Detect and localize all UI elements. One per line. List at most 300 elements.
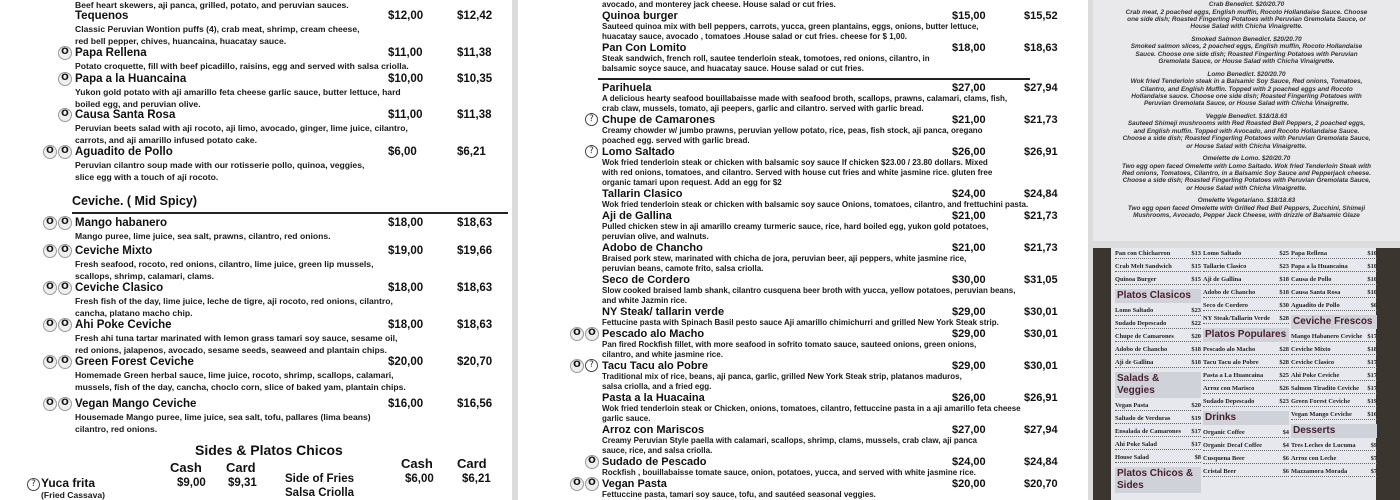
item-description: Pulled chicken stew in aji amarillo creamy turmeric sauce, rice, hard boiled egg, yukon gold potatoes, <box>602 222 989 231</box>
photo-item-price: $30 <box>1279 302 1289 309</box>
dietary-seal-icon: O <box>58 355 72 369</box>
card-header: Card <box>457 456 487 471</box>
item-name: Pescado alo Macho <box>602 328 705 340</box>
side-subtitle: (Fried Cassava) <box>41 490 106 500</box>
photo-item-price: $17 <box>1191 441 1201 448</box>
item-name: Tallarin Clasico <box>602 188 683 200</box>
card-price: $18,63 <box>457 319 493 331</box>
item-description: Creamy Peruvian Style paella with calamari, scallops, shrimp, clams, mussels, crab claw, aji panca <box>602 436 977 445</box>
photo-item-name: Vegan Mango Ceviche <box>1291 411 1352 418</box>
photo-item-price: $23 <box>1279 398 1289 405</box>
item-name: Papa Rellena <box>75 47 147 59</box>
photo-item-price: $7 <box>1370 455 1377 462</box>
item-description: Fettuccine pasta, tamari soy sauce, tofu, and sautéed seasonal veggies. <box>602 490 876 499</box>
item-name: Causa Santa Rosa <box>75 109 176 121</box>
card-price: $24,84 <box>1024 456 1058 468</box>
photo-item-price: $17 <box>1367 333 1377 340</box>
card-price: $20,70 <box>457 356 493 368</box>
photo-menu-item <box>1291 346 1377 355</box>
cash-price: $11,00 <box>388 47 423 59</box>
question-icon: ? <box>585 113 598 126</box>
cash-price: $26,00 <box>952 392 986 404</box>
photo-item-price: $10 <box>1367 250 1377 257</box>
brunch-item-description: or House Salad with Chicha Vinaigrette. <box>1186 184 1307 192</box>
photo-item-name: Papa Rellena <box>1291 250 1328 257</box>
cash-price: $9,00 <box>177 477 206 489</box>
photo-menu-item <box>1291 359 1377 368</box>
card-price: $11,38 <box>457 47 492 59</box>
item-description: Homemade Green herbal sauce, lime juice, rocoto, shrimp, scallops, calamari, <box>75 370 394 380</box>
dietary-seal-icon: O <box>43 145 57 159</box>
item-description: boiled egg, and peruvian olive. <box>75 99 201 109</box>
item-description: Sauteed quinoa mix with bell peppers, carrots, yucca, green plantains, eggs, onions, butter lettuce, <box>602 22 979 31</box>
photo-item-name: Tres Leches de Lucuma <box>1291 442 1356 449</box>
brunch-item-title: Omelette de Lomo. $20/20.70 <box>1202 155 1291 162</box>
dietary-seal-icon: O <box>43 397 57 411</box>
item-name: Ceviche Clasico <box>75 282 164 294</box>
brunch-item-title: Crab Benedict. $20/20.70 <box>1208 1 1285 8</box>
cash-price: $29,00 <box>952 328 986 340</box>
item-name: Adobo de Chancho <box>602 242 703 254</box>
section-divider <box>598 78 1030 80</box>
side-name: Yuca frita <box>41 476 96 490</box>
cash-header: Cash <box>401 456 433 471</box>
brunch-item-description: Two egg open faced Omelette with Grilled Red Bell Peppers, Zucchini, Shimeji <box>1127 204 1366 212</box>
sides-heading: Sides & Platos Chicos <box>195 442 343 458</box>
dietary-seal-icon: O <box>43 281 57 295</box>
photo-item-name: NY Steak/Tallarin Verde <box>1203 315 1270 322</box>
dietary-seal-icon: O <box>58 318 72 332</box>
item-description: A delicious hearty seafood bouillabaisse made with seafood broth, scallops, prawns, calamari, clams, fish, <box>602 94 1008 103</box>
cash-price: $27,00 <box>952 82 986 94</box>
item-name: Vegan Pasta <box>602 478 667 490</box>
photo-item-price: $13 <box>1191 250 1201 257</box>
photo-item-price: $6 <box>1282 455 1289 462</box>
item-description: Peruvian beets salad with aji rocoto, aji limo, avocado, ginger, lime juice, cilantro, <box>75 123 408 133</box>
photo-item-name: Aguadito de Pollo <box>1291 302 1340 309</box>
item-description: slice egg with a touch of aji rocoto. <box>75 172 219 182</box>
item-description: red bell pepper, chives, huancaina, huacatay sauce. <box>75 36 287 46</box>
item-description: and white Jazmin rice. <box>602 296 687 305</box>
card-price: $21,73 <box>1024 114 1058 126</box>
brunch-item-description: Sauteed Shimeji mushrooms with Red Roasted Bell Peppers, 2 poached eggs, <box>1127 120 1366 128</box>
photo-menu-item <box>1203 302 1289 311</box>
dietary-seal-icon: O <box>58 72 72 86</box>
item-name: Parihuela <box>602 82 652 94</box>
card-price: $20,70 <box>1024 478 1058 490</box>
item-name: Lomo Saltado <box>602 146 675 158</box>
item-description: peruvian olive, and walnuts. <box>602 232 709 241</box>
cash-price: $12,00 <box>388 10 424 22</box>
photo-item-price: $18 <box>1279 276 1289 283</box>
dietary-seal-icon: O <box>58 108 72 122</box>
card-price: $27,94 <box>1024 424 1058 436</box>
photo-item-name: Ceviche Mixto <box>1291 346 1331 353</box>
photo-item-price: $25 <box>1279 250 1289 257</box>
side-name: Salsa Criolla <box>285 487 355 499</box>
photo-item-price: $16 <box>1367 411 1377 418</box>
photo-item-price: $18 <box>1279 289 1289 296</box>
photo-menu-item <box>1115 402 1201 411</box>
dietary-seal-icon: O <box>43 355 57 369</box>
photo-item-name: Quinoa Burger <box>1115 276 1157 283</box>
cash-header: Cash <box>170 460 202 475</box>
photo-menu-item <box>1203 442 1289 451</box>
photo-menu-item <box>1115 320 1201 329</box>
cash-price: $15,00 <box>952 10 986 22</box>
cash-price: $18,00 <box>952 42 986 54</box>
cash-price: $18,00 <box>388 282 424 294</box>
photo-menu-item <box>1291 411 1377 420</box>
photo-item-name: Cristal Beer <box>1203 468 1237 475</box>
dietary-seal-icon: O <box>58 244 72 258</box>
card-price: $18,63 <box>1024 42 1058 54</box>
item-description: poached egg. served with garlic bread. <box>602 136 750 145</box>
cash-price: $20,00 <box>952 478 986 490</box>
card-price: $16,56 <box>457 398 493 410</box>
card-price: $10,35 <box>457 73 493 85</box>
photo-menu-item <box>1203 359 1289 368</box>
item-description: Peruvian cilantro soup made with our rotisserie pollo, quinoa, veggies, <box>75 160 365 170</box>
brunch-item-title: Lomo Benedict. $20/20.70 <box>1207 70 1286 78</box>
card-price: $15,52 <box>1024 10 1058 22</box>
cash-price: $29,00 <box>952 360 986 372</box>
photo-menu-section: Drinks <box>1203 411 1289 425</box>
dietary-seal-icon: O <box>585 477 599 491</box>
photo-menu-item <box>1291 468 1377 477</box>
cash-price: $29,00 <box>952 306 986 318</box>
brunch-item-description: Smoked salmon slices, 2 poached eggs, English muffin, Rocoto Hollandaise <box>1130 43 1363 51</box>
cash-price: $30,00 <box>952 274 986 286</box>
photo-item-price: $6 <box>1370 302 1377 309</box>
photo-item-price: $23 <box>1279 263 1289 270</box>
item-description: garlic sauce. <box>602 414 651 423</box>
cash-price: $18,00 <box>388 217 424 229</box>
photo-menu-item <box>1115 263 1201 272</box>
cash-price: $19,00 <box>388 245 424 257</box>
item-description: salsa criolla, and a fried egg. <box>602 382 712 391</box>
section-divider <box>72 212 508 214</box>
item-description: Steak sandwich, french roll, sautee tenderloin steak, tomotoes, red onions, cilantro, in <box>602 54 930 63</box>
photo-item-name: Lomo Saltado <box>1115 307 1154 314</box>
menu-paper <box>1111 248 1376 500</box>
photo-item-price: $15 <box>1191 263 1201 270</box>
photo-menu-item <box>1203 455 1289 464</box>
photo-item-name: Saltado de Verduras <box>1115 415 1171 422</box>
photo-menu-item <box>1203 289 1289 298</box>
photo-item-name: Aji de Gallina <box>1115 359 1154 366</box>
photo-menu-item <box>1291 372 1377 381</box>
question-icon: ? <box>27 478 40 491</box>
brunch-item-title: Veggie Benedict. $18/18.63 <box>1205 112 1288 120</box>
brunch-item-description: Choose a side dish; Roasted Fingerling Potatoes with Peruvian Gremolata Sauce, <box>1122 177 1371 185</box>
brunch-item-description: Cilantro, and English Muffin. Topped with 2 poached eggs and Rocoto <box>1140 85 1353 93</box>
item-name: Papa a la Huancaina <box>75 73 187 85</box>
brunch-item-title: Smoked Salmon Benedict. $20/20.70 <box>1191 35 1302 43</box>
item-description: Wok fried tenderloin steak or Chicken, onions, tomatoes, cilantro, fettuccine pasta in a aji amarillo feta cheese <box>602 404 1021 413</box>
card-price: $9,31 <box>228 477 257 489</box>
photo-menu-item <box>1203 315 1289 324</box>
question-icon: ? <box>585 145 598 158</box>
photo-menu-item <box>1115 307 1201 316</box>
photo-item-name: House Salad <box>1115 454 1149 461</box>
brunch-item-description: Two egg open faced Omelette with Lomo Saltado. Wok fried Tenderloin Steak with <box>1121 162 1372 170</box>
photo-item-price: $28 <box>1279 346 1289 353</box>
photo-item-price: $18 <box>1367 346 1377 353</box>
brunch-item-description: Wok fried Tenderloin steak in a Balsamic Soy Sauce, Red onions, Tomatoes, <box>1130 78 1363 86</box>
item-description: cancha, platano macho chip. <box>75 308 193 318</box>
menu-photo <box>1093 248 1400 500</box>
dietary-seal-icon: O <box>570 359 584 373</box>
photo-item-price: $4 <box>1282 442 1289 449</box>
brunch-item-description: Red onions, Tomatoes, Cilantro, in a Balsamic Soy Sauce and Pepperjack cheese. <box>1122 170 1371 177</box>
item-description: Potato croquette, fill with beef picadillo, raisins, egg and served with salsa criolla. <box>75 61 409 71</box>
card-price: $18,63 <box>457 282 493 294</box>
photo-item-name: Crab Melt Sandwich <box>1115 263 1172 270</box>
cash-price: $24,00 <box>952 188 986 200</box>
photo-item-name: Tacu Tacu alo Pobre <box>1203 359 1259 366</box>
item-name: Mango habanero <box>75 217 168 229</box>
photo-item-name: Causa de Pollo <box>1291 276 1332 283</box>
cash-price: $6,00 <box>405 473 434 485</box>
photo-item-name: Causa Santa Rosa <box>1291 289 1341 296</box>
photo-menu-item <box>1291 398 1377 407</box>
photo-menu-item <box>1115 276 1201 285</box>
dietary-seal-icon: O <box>58 216 72 230</box>
item-description: Wok fried tenderloin steak or chicken with balsamic soy sauce Onions, tomatoes, cilantro, and frettuchini pasta. <box>602 200 1029 209</box>
photo-menu-item <box>1291 442 1377 451</box>
item-description: Fresh seafood, rocoto, red onions, cilantro, lime juice, green lip mussels, <box>75 259 374 269</box>
card-price: $26,91 <box>1024 146 1058 158</box>
item-name: Aji de Gallina <box>602 210 672 222</box>
photo-item-price: $25 <box>1279 372 1289 379</box>
item-description: Slow cooked braised lamb shank, cilantro cusquena beer broth with yucca, yellow potatoes, peruvian beans, <box>602 286 1016 295</box>
photo-menu-item <box>1115 441 1201 450</box>
photo-item-name: Ahi Poke Salad <box>1115 441 1157 448</box>
brunch-item-description: Choose a side dish; Roasted Fingerling Potatoes with Peruvian Gremolata Sauce, <box>1122 135 1371 143</box>
photo-menu-item <box>1203 250 1289 259</box>
photo-item-price: $28 <box>1279 315 1289 322</box>
photo-menu-item <box>1203 429 1289 438</box>
menu-page-left <box>0 0 512 500</box>
photo-item-name: Seco de Cordero <box>1203 302 1248 309</box>
dietary-seal-icon: O <box>58 46 72 60</box>
photo-item-price: $10 <box>1367 263 1377 270</box>
item-description: Traditional mix of rice, beans, aji panca, garlic, grilled New York Steak strip, platanos maduros, <box>602 372 962 381</box>
photo-menu-item <box>1115 428 1201 437</box>
photo-item-name: Pan con Chicharron <box>1115 250 1171 257</box>
photo-menu-column <box>1115 250 1201 497</box>
photo-item-price: $7 <box>1370 468 1377 475</box>
item-name: Vegan Mango Ceviche <box>75 398 197 410</box>
item-description: Mango puree, lime juice, sea salt, prawns, cilantro, red onions. <box>75 231 331 241</box>
photo-item-name: Organic Coffee <box>1203 429 1245 436</box>
brunch-item-description: Crab meat, 2 poached eggs, English muffin, Rocoto Hollandaise Sauce. Choose <box>1125 8 1368 16</box>
cash-price: $6,00 <box>388 146 417 158</box>
item-description: red onions, jalapenos, avocado, sesame seeds, seaweed and plantain chips. <box>75 345 387 355</box>
dietary-seal-icon: O <box>570 327 584 341</box>
card-price: $21,73 <box>1024 242 1058 254</box>
photo-item-name: Green Forest Ceviche <box>1291 398 1351 405</box>
photo-item-price: $26 <box>1279 385 1289 392</box>
photo-item-name: Sudado Depescado <box>1115 320 1167 327</box>
cash-price: $24,00 <box>952 456 986 468</box>
photo-item-price: $20 <box>1191 402 1201 409</box>
photo-item-name: Arroz con Marisco <box>1203 385 1255 392</box>
photo-menu-item <box>1115 454 1201 463</box>
item-description: balsamic soyce sauce, and huacatay sauce. House salad or cut fries. <box>602 64 864 73</box>
photo-menu-item <box>1203 346 1289 355</box>
item-description: huacatay sauce, avocado , tomatoes .House salad or cut fries. cheese for $ 1,00. <box>602 32 908 41</box>
item-name: Green Forest Ceviche <box>75 356 194 368</box>
cash-price: $21,00 <box>952 242 986 254</box>
photo-item-name: Pescado alo Macho <box>1203 346 1256 353</box>
cash-price: $18,00 <box>388 319 424 331</box>
item-name: Aguadito de Pollo <box>75 146 173 158</box>
cash-price: $21,00 <box>952 210 986 222</box>
card-price: $12,42 <box>457 10 493 22</box>
photo-menu-item <box>1203 276 1289 285</box>
photo-menu-item <box>1203 385 1289 394</box>
ceviche-heading: Ceviche. ( Mid Spicy) <box>72 194 198 208</box>
cash-price: $11,00 <box>388 109 423 121</box>
photo-item-price: $9 <box>1370 442 1377 449</box>
photo-item-price: $10 <box>1367 289 1377 296</box>
photo-menu-item <box>1291 455 1377 464</box>
photo-item-price: $19 <box>1367 398 1377 405</box>
item-description: Yukon gold potato with aji amarillo feta cheese garlic sauce, butter lettuce, hard <box>75 87 401 97</box>
photo-menu-section: Platos Clasicos <box>1115 289 1201 303</box>
card-price: $24,84 <box>1024 188 1058 200</box>
item-description: Rockfish , bouillabaisse tomate sauce, onion, potatoes, yucca, and served with white jasmine rice. <box>602 468 976 477</box>
photo-menu-item <box>1115 415 1201 424</box>
photo-item-price: $10 <box>1367 276 1377 283</box>
photo-menu-item <box>1291 263 1377 272</box>
item-description: Beef heart skewers, aji panca, grilled, potato, and peruvian sauces. <box>75 0 349 10</box>
photo-item-price: $23 <box>1191 307 1201 314</box>
photo-menu-section: Salads & Veggies <box>1115 372 1201 398</box>
photo-item-price: $28 <box>1279 359 1289 366</box>
item-description: Pan fired Rockfish fillet, with more seafood in sofrito tomato sauce, sauteed onions, green onions, <box>602 340 977 349</box>
card-price: $19,66 <box>457 245 493 257</box>
photo-menu-item <box>1115 250 1201 259</box>
item-description: peruvian beans, camote frito, salsa criolla. <box>602 264 764 273</box>
item-description: carrots, and aji amarillo infused potato cake. <box>75 135 257 145</box>
photo-item-name: Pasta a La Huancaina <box>1203 372 1264 379</box>
dietary-seal-icon: O <box>43 216 57 230</box>
dietary-seal-icon: O <box>585 455 599 469</box>
item-description: cilantro, and white jasmine rice. <box>602 350 723 359</box>
photo-item-name: Adobo de Chancho <box>1203 289 1256 296</box>
cash-price: $20,00 <box>388 356 424 368</box>
photo-item-name: Sudado Depescado <box>1203 398 1255 405</box>
item-description: Housemade Mango puree, lime juice, sea salt, tofu, pallares (lima beans) <box>75 412 371 422</box>
card-price: $26,91 <box>1024 392 1058 404</box>
photo-item-name: Tallarin Clasico <box>1203 263 1247 270</box>
item-description: crab claw, mussels, tomato, aji peepers, garlic and cilantro. served with garlic bread. <box>602 104 924 113</box>
cash-price: $21,00 <box>952 114 986 126</box>
item-description: organic tamari upon request. Add an egg for $2 <box>602 178 782 187</box>
photo-item-name: Cusquena Beer <box>1203 455 1245 462</box>
item-description: with red onions, tomatoes, and cilantro. Served with house cut fries and white jasmine rice. gluten free <box>602 168 993 177</box>
photo-item-price: $20 <box>1191 333 1201 340</box>
item-description: Classic Peruvian Wontion puffs (4), crab meat, shrimp, cream cheese, <box>75 24 360 34</box>
photo-item-price: $22 <box>1191 320 1201 327</box>
photo-menu-item <box>1291 385 1377 394</box>
item-description: avocado, and monterey jack cheese. House salad or cut fries. <box>602 0 836 9</box>
photo-menu-item <box>1115 346 1201 355</box>
photo-menu-item <box>1115 359 1201 368</box>
brunch-item-description: Sauce. Choose one side dish; Roasted Fingerling Potatoes with Peruvian <box>1135 50 1358 58</box>
question-icon: ? <box>585 359 598 372</box>
brunch-item-description: Gremolata Sauce, or House Salad with Chicha Vinaigrette. <box>1158 58 1335 66</box>
item-name: Pan Con Lomito <box>602 42 687 54</box>
brunch-item-description: one side dish; Roasted Fingerling Potatoes with Peruvian Gremolata Sauce, or <box>1127 16 1366 23</box>
item-description: mussels, fish of the day, cancha, choclo corn, slice of baked yam, plantain chips. <box>75 382 406 392</box>
photo-item-name: Aji de Gallina <box>1203 276 1242 283</box>
photo-menu-item <box>1203 468 1289 477</box>
card-header: Card <box>226 460 256 475</box>
item-name: Seco de Cordero <box>602 274 691 286</box>
card-price: $30,01 <box>1024 360 1058 372</box>
card-price: $30,01 <box>1024 306 1058 318</box>
cash-price: $27,00 <box>952 424 986 436</box>
brunch-item-description: and English muffin. Topped with Avocado, and Rocoto Hollandaise Sauce. <box>1133 127 1360 135</box>
item-name: Arroz con Mariscos <box>602 424 705 436</box>
brunch-item-title: Omelette Vegetariano. $18/18.63 <box>1197 197 1296 205</box>
photo-item-price: $6 <box>1282 468 1289 475</box>
photo-item-name: Mazzamora Morada <box>1291 468 1348 475</box>
photo-item-price: $18 <box>1191 346 1201 353</box>
photo-item-price: $18 <box>1191 359 1201 366</box>
photo-menu-column <box>1291 250 1377 481</box>
photo-menu-column <box>1203 250 1289 481</box>
item-name: Pasta a la Huacaina <box>602 392 705 404</box>
card-price: $18,63 <box>457 217 493 229</box>
photo-item-price: $19 <box>1191 415 1201 422</box>
photo-item-name: Ensalada de Camarones <box>1115 428 1181 435</box>
photo-menu-item <box>1203 263 1289 272</box>
photo-menu-section: Desserts <box>1291 424 1377 438</box>
photo-item-price: $17 <box>1367 385 1377 392</box>
item-name: Tacu Tacu alo Pobre <box>602 360 708 372</box>
dietary-seal-icon: O <box>585 327 599 341</box>
item-description: Creamy chowder w/ jumbo prawns, peruvian yellow potato, rice, peas, fish stock, aji panca, oregano <box>602 126 983 135</box>
dietary-seal-icon: O <box>58 281 72 295</box>
item-name: Quinoa burger <box>602 10 678 22</box>
item-name: Chupe de Camarones <box>602 114 716 126</box>
cash-price: $16,00 <box>388 398 424 410</box>
side-name: Side of Fries <box>285 473 355 485</box>
photo-item-name: Adobo de Chancho <box>1115 346 1168 353</box>
photo-item-price: $15 <box>1191 276 1201 283</box>
photo-item-price: $17 <box>1367 372 1377 379</box>
photo-menu-item <box>1291 250 1377 259</box>
card-price: $11,38 <box>457 109 492 121</box>
photo-item-name: Ceviche Clasico <box>1291 359 1335 366</box>
item-description: scallops, shrimp, calamari, clams. <box>75 271 215 281</box>
photo-item-name: Vegan Pasta <box>1115 402 1149 409</box>
item-name: Tequenos <box>75 10 129 22</box>
item-name: Ahi Poke Ceviche <box>75 319 172 331</box>
dietary-seal-icon: O <box>43 318 57 332</box>
cash-price: $10,00 <box>388 73 424 85</box>
card-price: $6,21 <box>462 473 491 485</box>
photo-item-price: $4 <box>1282 429 1289 436</box>
brunch-item-description: Hollandaise sauce. Choose one side dish; Roasted Fingerling Potatoes with <box>1131 93 1362 100</box>
photo-item-name: Chupe de Camarones <box>1115 333 1174 340</box>
photo-item-name: Organic Decaf Coffee <box>1203 442 1262 449</box>
